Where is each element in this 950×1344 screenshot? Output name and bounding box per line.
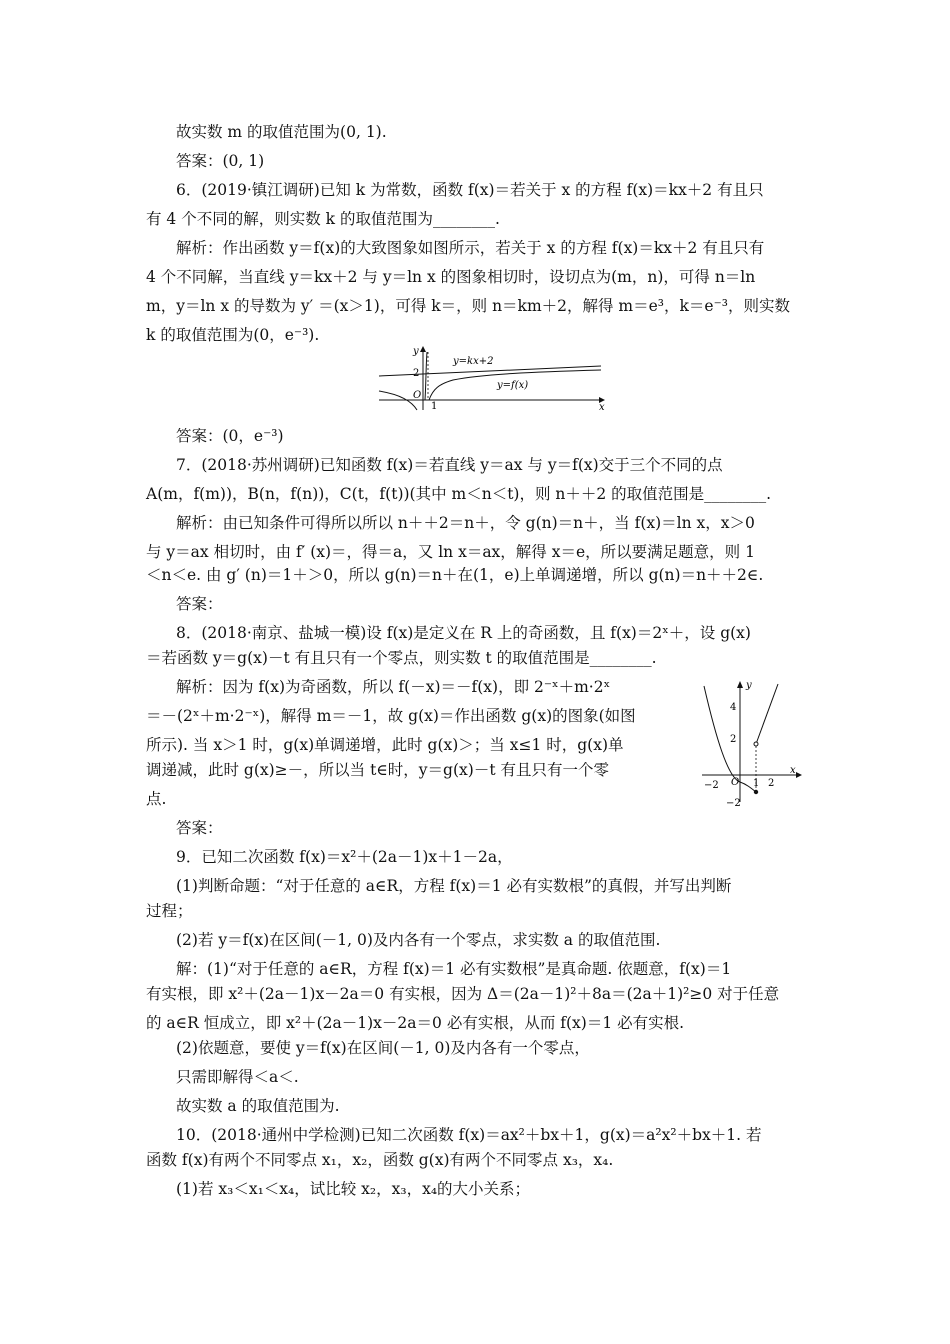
origin-label: O xyxy=(413,390,422,401)
text-line: 有 4 个不同的解，则实数 k 的取值范围为________. xyxy=(146,210,500,228)
text-line: 有实根，即 x²＋(2a－1)x－2a＝0 有实根，因为 Δ＝(2a－1)²＋8a＝(2a＋1)²≥0 对于任意 xyxy=(146,985,780,1003)
text-line: ＝－(2ˣ＋m·2⁻ˣ)，解得 m＝－1，故 g(x)＝作出函数 g(x)的图象(如图 xyxy=(146,707,636,725)
text-line: 过程； xyxy=(146,902,193,920)
text-line: (1)判断命题：“对于任意的 a∈R，方程 f(x)＝1 必有实数根”的真假，并写出判断 xyxy=(176,877,732,895)
problem-9-line: 9．已知二次函数 f(x)＝x²＋(2a－1)x＋1－2a， xyxy=(176,848,513,866)
text-line: 故实数 m 的取值范围为(0, 1). xyxy=(176,123,387,141)
text-line: 所示). 当 x＞1 时，g(x)单调递增，此时 g(x)＞；当 x≤1 时，g(x)单 xyxy=(146,736,624,754)
tick-label: 1 xyxy=(431,401,438,412)
text-line: 函数 f(x)有两个不同零点 x₁，x₂，函数 g(x)有两个不同零点 x₃，x₄. xyxy=(146,1151,614,1169)
tick-label: −2 xyxy=(726,798,741,809)
text-line: (1)若 x₃＜x₁＜x₄，试比较 x₂，x₃，x₄的大小关系； xyxy=(176,1180,531,1198)
text-line: 调递减，此时 g(x)≥－，所以当 t∈时，y＝g(x)－t 有且只有一个零 xyxy=(146,761,609,779)
text-line: 故实数 a 的取值范围为. xyxy=(176,1097,340,1115)
answer-line: 答案：(0，e⁻³) xyxy=(176,427,284,445)
answer-line: 答案： xyxy=(176,819,223,837)
text-line: 只需即解得＜a＜. xyxy=(176,1068,299,1086)
x-axis-label: x xyxy=(599,402,605,412)
problem-6-line: 6．(2019·镇江调研)已知 k 为常数，函数 f(x)＝若关于 x 的方程 f(x)＝kx＋2 有且只 xyxy=(176,181,764,199)
text-line: (2)依题意，要使 y＝f(x)在区间(－1, 0)及内各有一个零点， xyxy=(176,1039,590,1057)
y-axis-label: y xyxy=(413,346,419,357)
solution-line: 解：(1)“对于任意的 a∈R，方程 f(x)＝1 必有实数根”是真命题. 依题意，f(x)＝1 xyxy=(176,960,732,978)
solution-line: 解析：因为 f(x)为奇函数，所以 f(－x)＝－f(x)，即 2⁻ˣ＋m·2ˣ xyxy=(176,678,611,696)
text-line: 与 y＝ax 相切时，由 f′ (x)＝，得＝a，又 ln x＝ax，解得 x＝e，所以要满足题意，则 1 xyxy=(146,543,755,561)
tick-label: 4 xyxy=(730,702,737,713)
y-axis-label: y xyxy=(746,680,752,691)
figure-kx-plus-2 xyxy=(373,344,605,412)
answer-line: 答案： xyxy=(176,595,223,613)
origin-label: O xyxy=(731,777,740,788)
solution-line: 解析：作出函数 y＝f(x)的大致图象如图所示，若关于 x 的方程 f(x)＝kx＋2 有且只有 xyxy=(176,239,765,257)
answer-line: 答案：(0, 1) xyxy=(176,152,265,170)
problem-10-line: 10．(2018·通州中学检测)已知二次函数 f(x)＝ax²＋bx＋1，g(x)＝a²x²＋bx＋1. 若 xyxy=(176,1126,762,1144)
solution-line: 解析：由已知条件可得所以所以 n＋＋2＝n＋，令 g(n)＝n＋，当 f(x)＝ln x，x＞0 xyxy=(176,514,755,532)
text-line: k 的取值范围为(0，e⁻³). xyxy=(146,326,320,344)
problem-7-line: 7．(2018·苏州调研)已知函数 f(x)＝若直线 y＝ax 与 y＝f(x)交于三个不同的点 xyxy=(176,456,723,474)
text-line: m，y＝ln x 的导数为 y′ ＝(x＞1)，可得 k＝，则 n＝km＋2，解得 m＝e³，k＝e⁻³，则实数 xyxy=(146,297,790,315)
text-line: ＝若函数 y＝g(x)－t 有且只有一个零点，则实数 t 的取值范围是________. xyxy=(146,649,657,667)
tick-label: 1 xyxy=(753,778,760,789)
line-label: y=kx+2 xyxy=(453,356,494,367)
text-line: A(m，f(m))，B(n，f(n))，C(t，f(t))(其中 m＜n＜t)，则 n＋＋2 的取值范围是________. xyxy=(146,485,772,503)
figure-g-of-x xyxy=(698,678,802,810)
x-axis-label: x xyxy=(790,765,796,776)
text-line: (2)若 y＝f(x)在区间(－1, 0)及内各有一个零点，求实数 a 的取值范围. xyxy=(176,931,661,949)
problem-8-line: 8．(2018·南京、盐城一模)设 f(x)是定义在 R 上的奇函数，且 f(x)＝2ˣ＋，设 g(x) xyxy=(176,624,751,642)
tick-label: 2 xyxy=(730,734,737,745)
text-line: ＜n＜e. 由 g′ (n)＝1＋＞0，所以 g(n)＝n＋在(1，e)上单调递增，所以 g(n)＝n＋＋2∈. xyxy=(146,566,764,584)
text-line: 4 个不同解，当直线 y＝kx＋2 与 y＝ln x 的图象相切时，设切点为(m，n)，可得 n＝ln xyxy=(146,268,756,286)
text-line: 的 a∈R 恒成立，即 x²＋(2a－1)x－2a＝0 必有实根，从而 f(x)＝1 必有实根. xyxy=(146,1014,685,1032)
tick-label: −2 xyxy=(704,780,719,791)
tick-label: 2 xyxy=(413,368,420,379)
tick-label: 2 xyxy=(768,778,775,789)
text-line: 点. xyxy=(146,790,167,808)
curve-label: y=f(x) xyxy=(497,380,529,391)
